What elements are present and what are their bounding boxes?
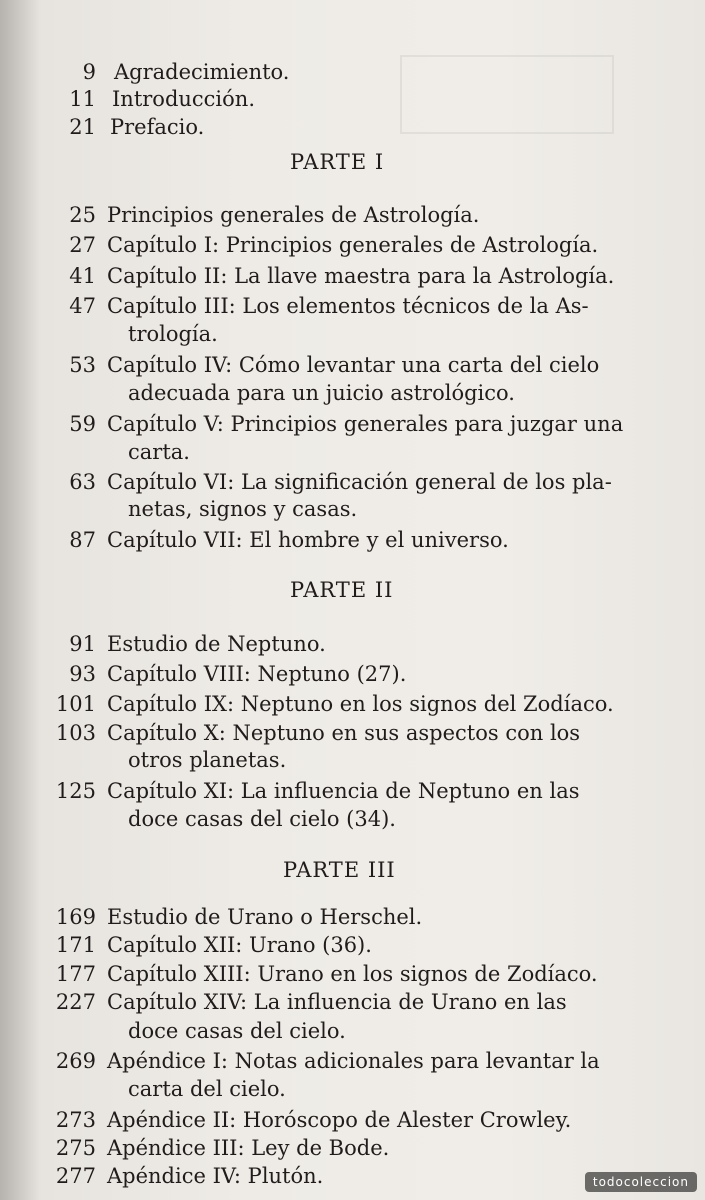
entry-title: Apéndice I: Notas adicionales para levantar la	[107, 1049, 600, 1073]
part-heading: PARTE I	[290, 150, 385, 174]
page-number: 273	[55, 1108, 96, 1132]
entry-title: Capítulo III: Los elementos técnicos de la As-	[107, 294, 589, 318]
entry-title: Capítulo XIII: Urano en los signos de Zodíaco.	[107, 962, 598, 986]
entry-title: Estudio de Neptuno.	[107, 632, 326, 656]
page-number: 63	[69, 470, 96, 494]
page-number: 177	[55, 962, 96, 986]
entry-title-continuation: carta del cielo.	[128, 1077, 286, 1101]
part-heading: PARTE III	[283, 858, 396, 882]
page-number: 93	[69, 662, 96, 686]
entry-title: Capítulo V: Principios generales para juzgar una	[107, 412, 624, 436]
show-through-box	[400, 55, 614, 134]
page-number: 47	[69, 294, 96, 318]
page-number: 269	[55, 1049, 96, 1073]
entry-title: Principios generales de Astrología.	[107, 203, 480, 227]
entry-title-continuation: carta.	[128, 440, 190, 464]
page-number: 171	[55, 933, 96, 957]
page-number: 25	[69, 203, 96, 227]
page-number: 103	[55, 721, 96, 745]
entry-title: Capítulo XI: La influencia de Neptuno en las	[107, 779, 580, 803]
entry-title: Apéndice III: Ley de Bode.	[107, 1136, 390, 1160]
page-number: 277	[55, 1164, 96, 1188]
entry-title-continuation: doce casas del cielo (34).	[128, 807, 396, 831]
page-number: 169	[55, 905, 96, 929]
page-number: 91	[69, 632, 96, 656]
entry-title: Agradecimiento.	[114, 60, 290, 84]
page-gutter-shadow	[0, 0, 40, 1200]
entry-title: Capítulo IX: Neptuno en los signos del Zodíaco.	[107, 692, 614, 716]
page-number: 27	[69, 233, 96, 257]
page-number: 41	[69, 264, 96, 288]
page-number: 125	[55, 779, 96, 803]
page-number: 87	[69, 528, 96, 552]
page-number: 59	[69, 412, 96, 436]
entry-title-continuation: adecuada para un juicio astrológico.	[128, 381, 515, 405]
part-heading: PARTE II	[290, 578, 394, 602]
entry-title-continuation: trología.	[128, 322, 218, 346]
entry-title: Apéndice II: Horóscopo de Alester Crowley.	[107, 1108, 572, 1132]
entry-title: Capítulo I: Principios generales de Astrología.	[107, 233, 599, 257]
page-number: 53	[69, 353, 96, 377]
page-number: 275	[55, 1136, 96, 1160]
entry-title: Capítulo XII: Urano (36).	[107, 933, 372, 957]
watermark-badge: todocoleccion	[585, 1172, 697, 1192]
entry-title: Capítulo II: La llave maestra para la Astrología.	[107, 264, 615, 288]
entry-title-continuation: netas, signos y casas.	[128, 497, 358, 521]
entry-title: Capítulo VII: El hombre y el universo.	[107, 528, 509, 552]
page-number: 11	[69, 87, 96, 111]
page-number: 9	[82, 60, 96, 84]
entry-title: Capítulo VIII: Neptuno (27).	[107, 662, 407, 686]
page-number: 21	[69, 115, 96, 139]
page-number: 101	[55, 692, 96, 716]
entry-title: Introducción.	[112, 87, 255, 111]
entry-title: Capítulo IV: Cómo levantar una carta del cielo	[107, 353, 600, 377]
entry-title: Capítulo VI: La significación general de los pla-	[107, 470, 612, 494]
entry-title: Apéndice IV: Plutón.	[107, 1164, 324, 1188]
entry-title-continuation: doce casas del cielo.	[128, 1019, 346, 1043]
entry-title: Capítulo X: Neptuno en sus aspectos con los	[107, 721, 581, 745]
entry-title: Capítulo XIV: La influencia de Urano en las	[107, 990, 567, 1014]
entry-title: Estudio de Urano o Herschel.	[107, 905, 423, 929]
page-number: 227	[55, 990, 96, 1014]
entry-title-continuation: otros planetas.	[128, 748, 287, 772]
entry-title: Prefacio.	[110, 115, 205, 139]
